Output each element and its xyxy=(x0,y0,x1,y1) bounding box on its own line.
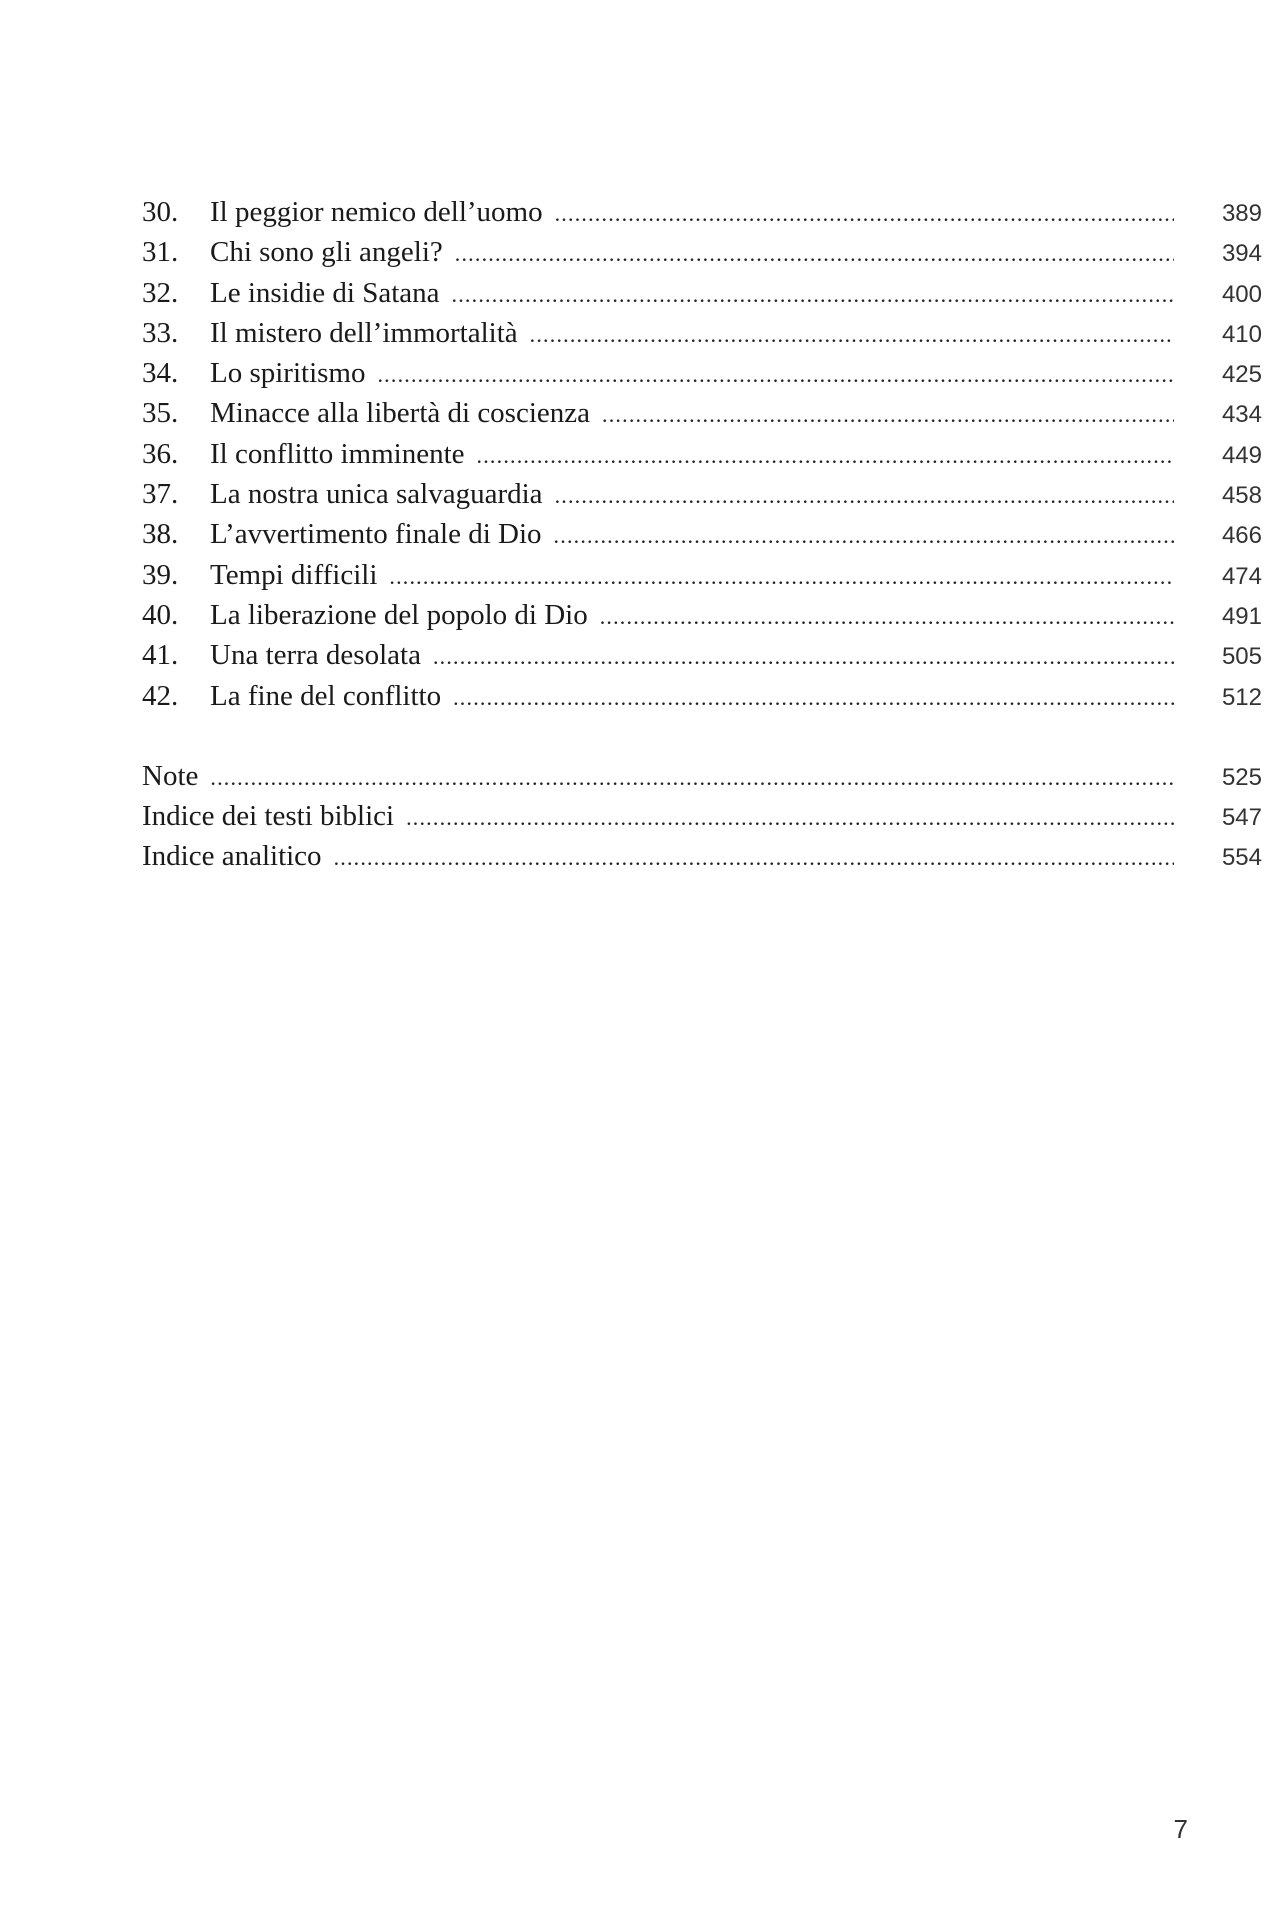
backmatter-title: Indice dei testi biblici xyxy=(142,800,395,833)
toc-entry xyxy=(210,273,1174,315)
dot-leader xyxy=(602,395,1174,435)
toc-row-chapter-37 xyxy=(142,474,1262,514)
dot-leader xyxy=(452,275,1174,315)
folio-page-number: 7 xyxy=(1173,1814,1188,1844)
dot-leader xyxy=(210,758,1174,798)
toc-entry xyxy=(210,514,1174,556)
dot-leader xyxy=(406,798,1174,838)
dot-leader xyxy=(555,194,1174,234)
dot-leader xyxy=(453,678,1174,718)
toc-entry xyxy=(210,192,1174,234)
chapter-number: 32. xyxy=(142,276,179,309)
chapter-number: 38. xyxy=(142,518,179,551)
toc-entry xyxy=(210,555,1174,597)
chapter-title: Il peggior nemico dell’uomo xyxy=(210,196,543,228)
chapter-number: 36. xyxy=(142,437,179,470)
toc-entry xyxy=(142,836,1174,878)
dot-leader xyxy=(389,557,1174,597)
chapter-title: Tempi difficili xyxy=(210,558,378,591)
toc-row-chapter-40 xyxy=(142,595,1262,635)
toc-entry xyxy=(210,474,1174,516)
page-number: 505 xyxy=(1221,643,1262,671)
dot-leader xyxy=(554,516,1174,556)
toc-row-chapter-36 xyxy=(142,434,1262,474)
page-number: 466 xyxy=(1221,522,1262,550)
toc-entry xyxy=(142,796,1174,838)
page-number: 394 xyxy=(1221,240,1262,268)
chapter-title: Minacce alla libertà di coscienza xyxy=(210,397,591,430)
toc-row-indice-testi-biblici xyxy=(142,796,1262,836)
toc-entry xyxy=(210,232,1174,274)
chapter-title: Le insidie di Satana xyxy=(210,276,440,309)
page-number: 547 xyxy=(1221,804,1262,832)
chapter-number: 42. xyxy=(142,679,179,712)
backmatter-title: Indice analitico xyxy=(142,840,322,873)
chapter-number: 41. xyxy=(142,639,179,672)
page-number: 474 xyxy=(1221,562,1262,590)
chapter-title: Il conflitto imminente xyxy=(210,437,465,470)
table-of-contents xyxy=(142,192,1262,877)
chapter-number: 33. xyxy=(142,316,179,349)
dot-leader xyxy=(530,315,1174,355)
chapter-number: 31. xyxy=(142,236,179,269)
toc-row-chapter-39 xyxy=(142,555,1262,595)
page-number: 449 xyxy=(1221,441,1262,469)
toc-row-chapter-32 xyxy=(142,273,1262,313)
toc-row-chapter-31 xyxy=(142,232,1262,272)
toc-row-chapter-42 xyxy=(142,676,1262,716)
chapter-title: La nostra unica salvaguardia xyxy=(210,478,543,511)
toc-entry xyxy=(210,393,1174,435)
chapter-title: Il mistero dell’immortalità xyxy=(210,316,518,349)
toc-row-chapter-41 xyxy=(142,635,1262,675)
toc-entry xyxy=(210,313,1174,355)
dot-leader xyxy=(455,234,1174,274)
toc-row-chapter-30 xyxy=(142,192,1262,232)
dot-leader xyxy=(555,476,1174,516)
dot-leader xyxy=(334,838,1174,878)
toc-row-chapter-35 xyxy=(142,393,1262,433)
page-number: 410 xyxy=(1221,320,1262,348)
chapter-list xyxy=(142,192,1262,716)
page-number: 458 xyxy=(1221,482,1262,510)
section-spacer xyxy=(142,716,1194,756)
page-number: 525 xyxy=(1221,763,1262,791)
page-number: 434 xyxy=(1221,401,1262,429)
toc-entry xyxy=(210,353,1174,395)
toc-row-chapter-33 xyxy=(142,313,1262,353)
page-number: 491 xyxy=(1221,602,1262,630)
chapter-number: 37. xyxy=(142,478,179,511)
chapter-title: Una terra desolata xyxy=(210,639,421,672)
chapter-title: La fine del conflitto xyxy=(210,679,442,712)
chapter-number: 34. xyxy=(142,357,179,390)
backmatter-list xyxy=(142,756,1262,877)
page-number: 512 xyxy=(1221,683,1262,711)
toc-row-chapter-34 xyxy=(142,353,1262,393)
chapter-title: La liberazione del popolo di Dio xyxy=(210,598,588,631)
page-number: 389 xyxy=(1221,200,1262,227)
toc-entry xyxy=(210,635,1174,677)
toc-entry xyxy=(142,756,1174,798)
chapter-title: Lo spiritismo xyxy=(210,357,366,390)
chapter-number: 30. xyxy=(142,196,179,228)
page-number: 554 xyxy=(1221,844,1262,872)
toc-entry xyxy=(210,676,1174,718)
toc-row-note xyxy=(142,756,1262,796)
dot-leader xyxy=(477,436,1174,476)
dot-leader xyxy=(377,355,1174,395)
page-number: 400 xyxy=(1221,280,1262,308)
chapter-number: 35. xyxy=(142,397,179,430)
chapter-number: 40. xyxy=(142,598,179,631)
toc-row-indice-analitico xyxy=(142,836,1262,876)
toc-row-chapter-38 xyxy=(142,514,1262,554)
chapter-title: L’avvertimento finale di Dio xyxy=(210,518,542,551)
dot-leader xyxy=(433,637,1174,677)
toc-entry xyxy=(210,595,1174,637)
dot-leader xyxy=(600,597,1174,637)
chapter-number: 39. xyxy=(142,558,179,591)
toc-entry xyxy=(210,434,1174,476)
chapter-title: Chi sono gli angeli? xyxy=(210,236,443,269)
page-number: 425 xyxy=(1221,361,1262,389)
backmatter-title: Note xyxy=(142,759,199,792)
